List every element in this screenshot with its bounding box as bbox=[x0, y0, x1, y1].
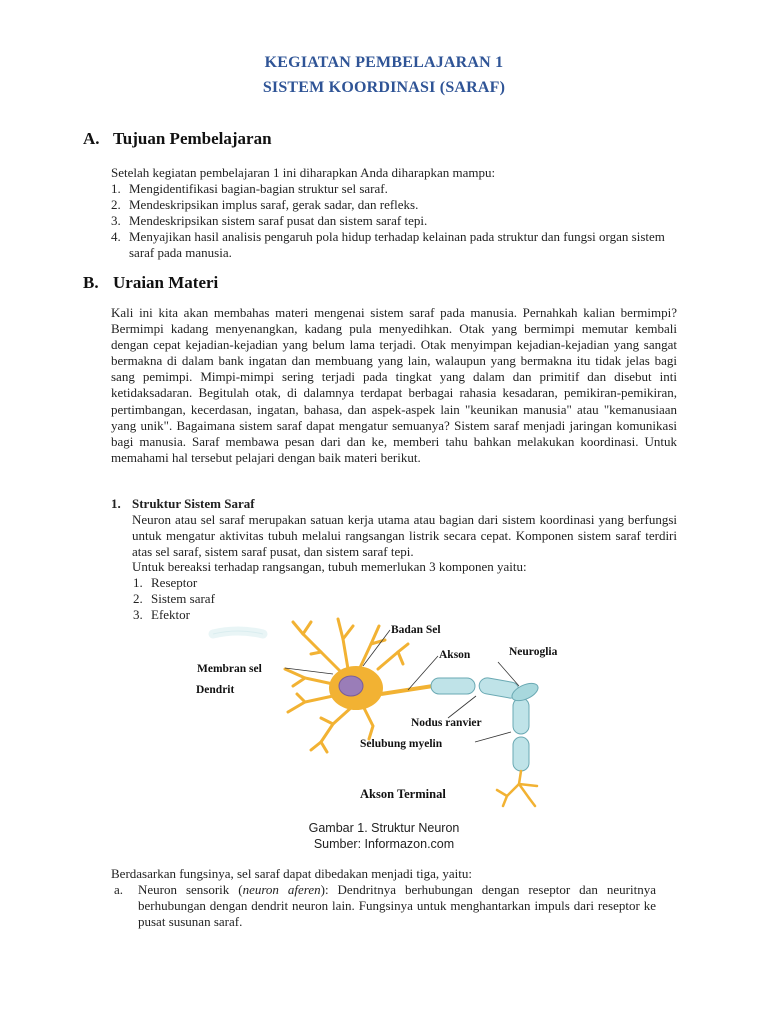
section-b-title: Uraian Materi bbox=[113, 273, 219, 292]
page-title-line-1: KEGIATAN PEMBELAJARAN 1 bbox=[264, 54, 504, 71]
axon-terminal bbox=[497, 771, 537, 806]
list-item: 4. Menyajikan hasil analisis pengaruh pola hidup terhadap kelainan pada struktur dan fungsi organ sistem saraf pada manusia. bbox=[111, 229, 665, 261]
components-lead: Untuk bereaksi terhadap rangsangan, tubuh memerlukan 3 komponen yaitu: bbox=[132, 559, 527, 574]
figure-caption: Gambar 1. Struktur Neuron bbox=[308, 821, 460, 835]
list-item: 1. Reseptor bbox=[133, 575, 198, 590]
list-item-sensory-neuron: a. Neuron sensorik (neuron aferen): Dendritnya berhubungan dengan reseptor dan neuritnya berhubungan dengan dendrit neuron lain. Fungsinya untuk menghantarkan impuls dari reseptor ke pusat susunan saraf. bbox=[114, 882, 656, 930]
axon bbox=[381, 686, 433, 694]
classification-lead: Berdasarkan fungsinya, sel saraf dapat dibedakan menjadi tiga, yaitu: bbox=[111, 866, 472, 881]
subsection-1-paragraph: Neuron atau sel saraf merupakan satuan kerja utama atau bagian dari sistem koordinasi yang berfungsi untuk mengatur aktivitas tubuh melalui rangsangan listrik secara cepat. Komponen sistem saraf terdiri atas sel saraf, sistem saraf pusat, dan sistem saraf tepi. bbox=[132, 512, 677, 560]
label-dendrit: Dendrit bbox=[196, 684, 235, 696]
list-item: 2. Sistem saraf bbox=[133, 591, 215, 607]
neuron-structure-figure bbox=[193, 614, 563, 810]
list-item: 2. Mendeskripsikan implus saraf, gerak sadar, dan refleks. bbox=[111, 197, 419, 213]
list-item: 3. Efektor bbox=[133, 607, 190, 623]
objectives-list bbox=[111, 181, 675, 261]
faded-axon-left bbox=[213, 631, 263, 634]
list-item: 3. Mendeskripsikan sistem saraf pusat dan sistem saraf tepi. bbox=[111, 213, 428, 229]
subsection-1-title: Struktur Sistem Saraf bbox=[132, 496, 255, 511]
subsection-1-heading bbox=[111, 496, 671, 512]
section-b-paragraph: Kali ini kita akan membahas materi mengenai sistem saraf pada manusia. Pernahkah kalian bermimpi? Bermimpi kadang menyenangkan, kadang pula menyedihkan. Otak yang bermimpi memutar kembali dengan cepat kejadian-kejadian yang belum lama terjadi. Otak menyimpan kejadian-kejadian yang sangat bermakna di dalam bank ingatan dan membuang yang lain, walaupun yang bermakna itu tidak jelas bagi sang pemimpi. Mimpi-mimpi sering terjadi pada tingkat yang dalam dan primitif dan disebut inti ketidaksadaran. Begitulah otak, di dalamnya terdapat berbagai rahasia kesadaran, pemikiran-pemikiran, pertimbangan, kecerdasan, ingatan, bahasa, dan aspek-aspek lain "keunikan manusia" atau "kemanusiaan yang unik". Bagaimana sistem saraf dapat mengatur semuanya? Sistem saraf menjadi jaringan komunikasi bagi manusia. Saraf membawa pesan dari dan ke, memberi tahu bahkan melakukan koordinasi. Untuk memahami hal tersebut pelajari dengan baik materi berikut. bbox=[111, 305, 677, 465]
figure-source: Sumber: Informazon.com bbox=[313, 837, 455, 851]
label-membran-sel: Membran sel bbox=[197, 663, 262, 675]
page-title-line-2: SISTEM KOORDINASI (SARAF) bbox=[262, 79, 506, 96]
label-nodus-ranvier: Nodus ranvier bbox=[411, 717, 482, 729]
section-a-heading bbox=[83, 129, 683, 149]
nucleus bbox=[339, 676, 363, 696]
section-a-title: Tujuan Pembelajaran bbox=[113, 129, 272, 148]
section-a-number: A. bbox=[83, 129, 100, 148]
section-b-heading bbox=[83, 273, 683, 293]
label-akson-terminal: Akson Terminal bbox=[360, 787, 446, 801]
section-a-intro: Setelah kegiatan pembelajaran 1 ini diharapkan Anda diharapkan mampu: bbox=[111, 165, 496, 180]
section-b-number: B. bbox=[83, 273, 99, 292]
label-neuroglia: Neuroglia bbox=[509, 646, 558, 658]
label-badan-sel: Badan Sel bbox=[391, 624, 441, 636]
subsection-1-number: 1. bbox=[111, 496, 121, 511]
label-akson: Akson bbox=[439, 649, 471, 661]
label-selubung-myelin: Selubung myelin bbox=[360, 738, 443, 750]
list-item: 1. Mengidentifikasi bagian-bagian struktur sel saraf. bbox=[111, 181, 388, 196]
